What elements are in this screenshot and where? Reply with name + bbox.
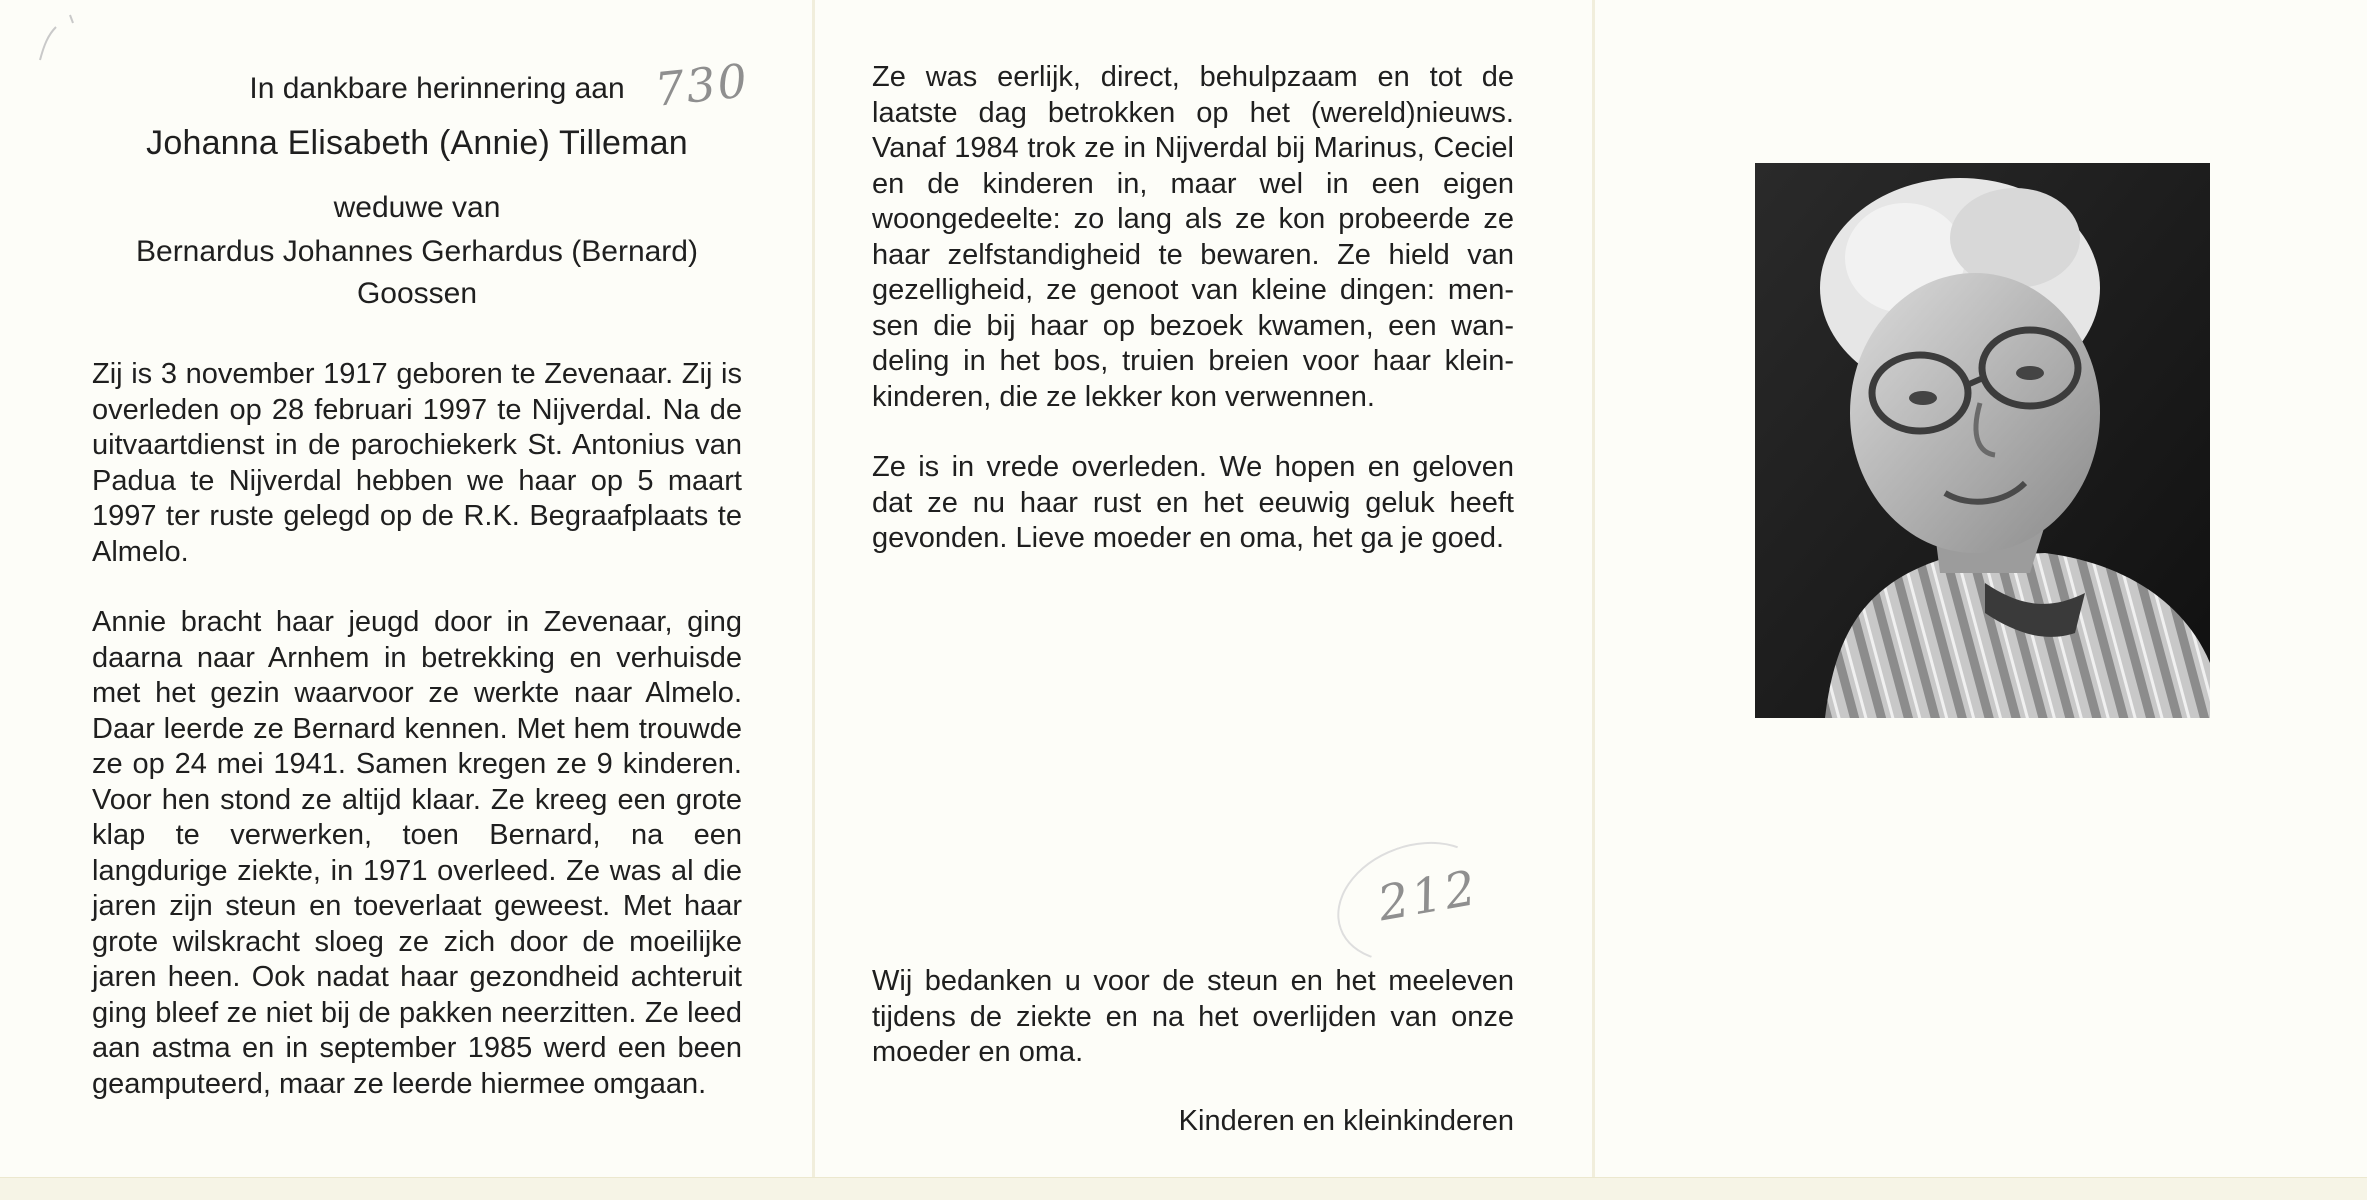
left-panel bbox=[92, 60, 742, 1102]
biography-paragraph: Zij is 3 november 1917 geboren te Zevenaar. Zij is overleden op 28 februari 1997 te Nijverdal. Na de uitvaartdienst in de parochiekerk St. Antonius van Padua te Nijverdal hebben we haar op 5 maart 1997 ter ruste gelegd op de R.K. Begraafplaats te Almelo. bbox=[92, 358, 742, 568]
handwritten-number-bottom: 212 bbox=[1373, 859, 1483, 933]
spouse-name-line1: Bernardus Johannes Gerhardus (Bernard) bbox=[136, 235, 698, 268]
pencil-scribble-icon bbox=[30, 5, 90, 65]
middle-panel bbox=[872, 60, 1514, 557]
farewell-paragraph: Ze is in vrede overleden. We hopen en geloven dat ze nu haar rust en het eeuwig geluk heeft gevonden. Lieve moeder en oma, het ga je goed. bbox=[872, 451, 1514, 554]
thank-you-text: Wij bedanken u voor de steun en het meeleven tijdens de ziekte en na het overlijden van onze moeder en oma. bbox=[872, 965, 1514, 1068]
biography-left bbox=[92, 357, 742, 1102]
handwritten-number-top: 730 bbox=[652, 53, 752, 117]
scan-edge-strip bbox=[0, 1177, 2367, 1200]
biography-paragraph: Annie bracht haar jeugd door in Zevenaar, ging daarna naar Arnhem in betrekking en verhuisde met het gezin waarvoor ze werkte naar Almelo. Daar leerde ze Bernard kennen. Met hem trouwde ze op 24 mei 1941. Samen kregen ze 9 kinderen. Voor hen stond ze altijd klaar. Ze kreeg een grote klap te verwerken, toen Bernard, na een langdurige ziekte, in 1971 overleed. Ze was al die jaren zijn steun en toeverlaat geweest. Met haar grote wilskracht sloeg ze zich door de moeilijke jaren heen. Ook nadat haar gezondheid achteruit ging bleef ze niet bij de pakken neerzitten. Ze leed aan astma en in september 1985 werd een been geamputeerd, maar ze leerde hiermee omgaan. bbox=[92, 606, 742, 1100]
widow-label: weduwe van bbox=[333, 191, 501, 224]
biography-paragraph: Ze was eerlijk, direct, behulpzaam en tot de laatste dag betrokken op het (wereld)nieuws. Vanaf 1984 trok ze in Nijverdal bij Marinus, Ceciel en de kinderen in, maar wel in een eigen woongedeelte: zo lang als ze kon probeerde ze haar zelfstandigheid te bewaren. Ze hield van gezelligheid, ze genoot van kleine dingen: mensen die bij haar op bezoek kwamen, een wandeling in het bos, truien breien voor haar kleinkinderen, die ze lekker kon verwennen. bbox=[872, 61, 1514, 413]
spouse-name-line2: Goossen bbox=[356, 277, 478, 310]
fold-line-left bbox=[812, 0, 815, 1178]
intro-text: In dankbare herinnering aan bbox=[249, 72, 625, 105]
portrait-image bbox=[1755, 163, 2210, 718]
deceased-name: Johanna Elisabeth (Annie) Tilleman bbox=[146, 124, 688, 162]
signature-line: Kinderen en kleinkinderen bbox=[1178, 1105, 1514, 1137]
spouse-name bbox=[92, 231, 742, 315]
portrait-photo bbox=[1755, 163, 2210, 718]
